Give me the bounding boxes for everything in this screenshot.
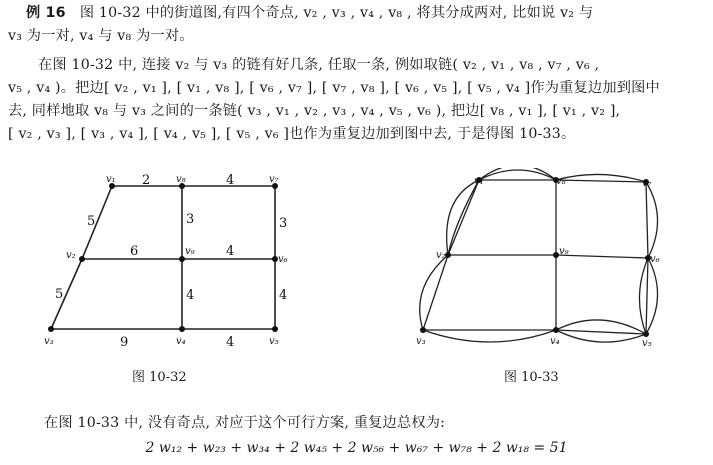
paragraph-2-line-4: [ v₂ , v₃ ], [ v₃ , v₄ ], [ v₄ , v₅ ], [ v₅ , v₆ ]也作为重复边加到图中去, 于是得图 10-33。	[8, 126, 576, 142]
weight-v7-v6: 3	[279, 216, 288, 231]
weight-v6-v5: 4	[279, 288, 288, 303]
figure-10-33	[410, 168, 680, 356]
paragraph-2-line-2: v₅ , v₄ )。把边[ v₂ , v₁ ], [ v₁ , v₈ ], [ v₆ , v₇ ], [ v₇ , v₈ ], [ v₆ , v₅ ], [ v₅ , v₄ ]作为重复边加到图中	[8, 80, 660, 96]
formula-total-weight: 2 w₁₂ + w₂₃ + w₃₄ + 2 w₄₅ + 2 w₅₆ + w₆₇ + w₇₈ + 2 w₁₈ = 51	[145, 440, 568, 456]
label-v7: v₇	[269, 174, 279, 185]
paragraph-1-line-1-text: 图 10-32 中的街道图,有四个奇点, v₂ , v₃ , v₄ , v₈ , 将其分成两对, 比如说 v₂ 与	[79, 5, 594, 21]
edge-v7-v6	[646, 182, 648, 258]
label-v8: v₈	[556, 176, 566, 187]
weight-v9-v4: 4	[186, 288, 195, 303]
figure-10-32-edges	[51, 186, 275, 329]
node-v2	[445, 252, 451, 258]
weight-v3-v4: 9	[120, 335, 129, 350]
paragraph-2-line-1: 在图 10-32 中, 连接 v₂ 与 v₃ 的链有好几条, 任取一条, 例如取链( v₂ , v₁ , v₈ , v₇ , v₆ ,	[38, 57, 600, 73]
label-v4: v₄	[176, 336, 186, 347]
figure-10-33-edges	[420, 168, 658, 342]
label-v7: v₇	[642, 178, 652, 189]
node-v5	[272, 326, 278, 332]
duplicate-edge-v1-v8-a	[479, 170, 556, 180]
edge-v4-v5	[556, 330, 646, 334]
label-v1: v₁	[474, 176, 484, 187]
weight-v4-v5: 4	[226, 335, 235, 350]
edge-v9-v6	[556, 255, 648, 258]
weight-v2-v3: 5	[55, 287, 64, 302]
label-v2: v₂	[436, 250, 446, 261]
label-v6: v₆	[278, 254, 288, 265]
label-v5: v₅	[269, 336, 279, 347]
figure-10-32-nodes	[48, 183, 278, 332]
node-v4	[179, 326, 185, 332]
weight-v2-v9: 6	[130, 244, 139, 259]
weight-v1-v2: 5	[87, 214, 96, 229]
weight-v9-v6: 4	[226, 244, 235, 259]
caption-figure-10-32: 图 10-32	[132, 370, 187, 385]
node-v4	[553, 327, 559, 333]
label-v9: v₉	[559, 246, 569, 257]
figure-10-32	[30, 168, 310, 356]
label-v3: v₃	[44, 336, 54, 347]
label-v4: v₄	[550, 336, 560, 347]
label-v1: v₁	[106, 174, 116, 185]
label-v3: v₃	[416, 336, 426, 347]
paragraph-3-line-1: 在图 10-33 中, 没有奇点, 对应于这个可行方案, 重复边总权为:	[44, 415, 446, 431]
label-v9: v₉	[185, 246, 195, 257]
caption-figure-10-33: 图 10-33	[504, 370, 559, 385]
node-v3	[48, 326, 54, 332]
edge-v8-v7	[556, 180, 646, 182]
duplicate-edge-v3-v4	[423, 330, 556, 342]
weight-v8-v9: 3	[186, 212, 195, 227]
paragraph-1-line-2: v₃ 为一对, v₄ 与 v₈ 为一对。	[8, 28, 194, 44]
weight-v1-v8: 2	[142, 173, 151, 188]
paragraph-1-line-1	[26, 2, 713, 25]
node-v5	[643, 331, 649, 337]
example-label: 例 16	[26, 5, 66, 21]
node-v2	[79, 256, 85, 262]
label-v6: v₆	[650, 254, 660, 265]
label-v2: v₂	[66, 250, 76, 261]
edge-v6-v5	[646, 258, 648, 334]
label-v5: v₅	[642, 338, 652, 349]
weight-v8-v7: 4	[226, 173, 235, 188]
node-v3	[420, 327, 426, 333]
edge-v2-v3	[423, 255, 448, 330]
label-v8: v₈	[176, 174, 186, 185]
paragraph-2-line-3: 去, 同样地取 v₈ 与 v₃ 之间的一条链( v₃ , v₁ , v₂ , v₃ , v₄ , v₅ , v₆ ), 把边[ v₈ , v₁ ], [ v₁ , v₂ ],	[8, 103, 621, 119]
